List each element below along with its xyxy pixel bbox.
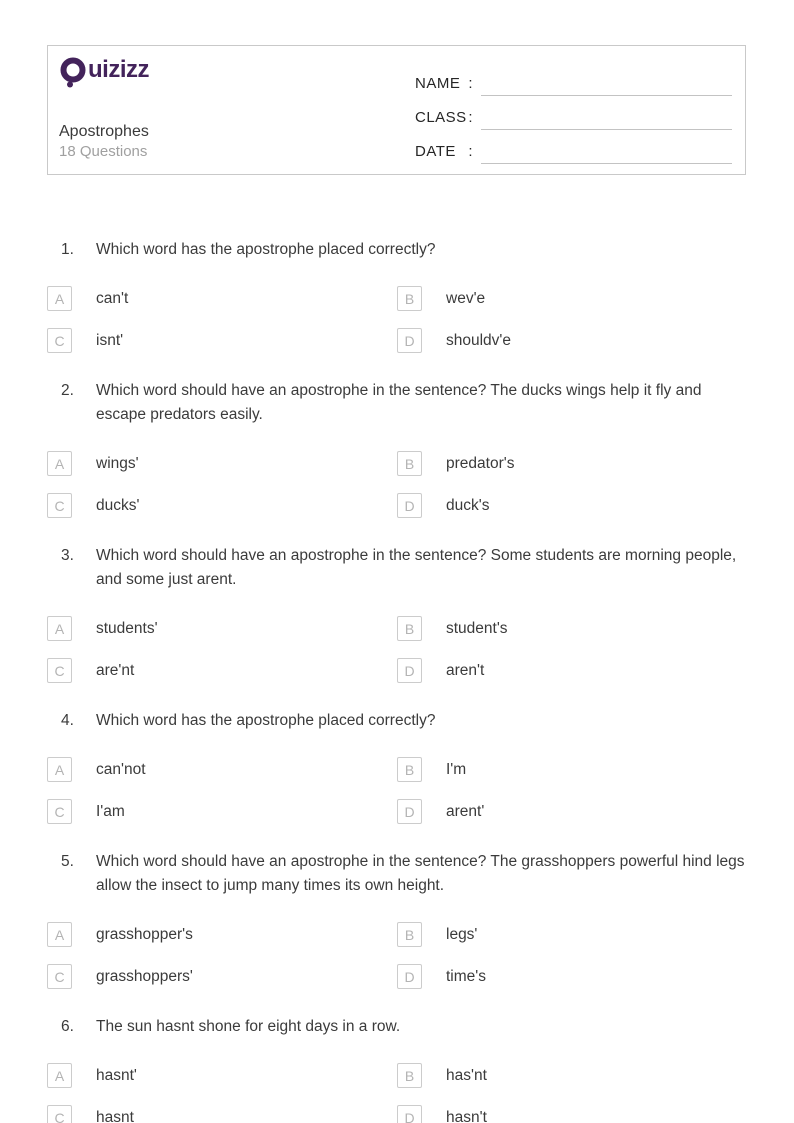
question-block xyxy=(47,544,747,683)
option-letter-box: A xyxy=(47,757,72,782)
option-letter-box: D xyxy=(397,799,422,824)
question-options xyxy=(47,286,747,353)
quizizz-logo-text: uizizz xyxy=(88,56,149,83)
option-letter-box: C xyxy=(47,658,72,683)
option-text: duck's xyxy=(446,497,490,514)
option-text: isnt' xyxy=(96,332,124,349)
option-text: ducks' xyxy=(96,497,140,514)
answer-option xyxy=(397,451,747,476)
option-text: I'm xyxy=(446,761,467,778)
question-number: 4. xyxy=(61,712,74,729)
option-text: time's xyxy=(446,968,486,985)
question-number: 6. xyxy=(61,1018,74,1035)
question-row xyxy=(47,238,747,262)
option-text: hasnt xyxy=(96,1109,134,1123)
question-text: Which word has the apostrophe placed correctly? xyxy=(96,712,436,729)
name-field-row xyxy=(415,62,732,96)
question-text: Which word should have an apostrophe in the sentence? The ducks wings help it fly and escape predators easily. xyxy=(96,382,702,423)
option-text: can't xyxy=(96,290,129,307)
class-label-text: CLASS xyxy=(415,109,467,126)
question-block xyxy=(47,379,747,518)
option-text: arent' xyxy=(446,803,485,820)
answer-option xyxy=(47,616,397,641)
option-text: wev'e xyxy=(446,290,486,307)
question-text: Which word should have an apostrophe in the sentence? The grasshoppers powerful hind legs allow the insect to jump many times its own height. xyxy=(96,853,745,894)
answer-option xyxy=(397,1105,747,1123)
option-letter-box: B xyxy=(397,451,422,476)
name-field-label xyxy=(415,75,473,96)
option-letter-box: D xyxy=(397,1105,422,1123)
question-count: 18 Questions xyxy=(59,143,148,160)
option-text: grasshoppers' xyxy=(96,968,193,985)
question-number: 2. xyxy=(61,382,74,399)
question-options xyxy=(47,1063,747,1123)
answer-option xyxy=(397,757,747,782)
option-text: I'am xyxy=(96,803,125,820)
class-field-row xyxy=(415,96,732,130)
answer-option xyxy=(397,964,747,989)
quizizz-q-icon xyxy=(59,57,87,88)
answer-option xyxy=(397,922,747,947)
question-row xyxy=(47,709,747,733)
answer-option xyxy=(47,451,397,476)
class-label-colon: : xyxy=(468,109,473,126)
name-label-colon: : xyxy=(468,75,473,92)
question-block xyxy=(47,709,747,824)
quizizz-logo xyxy=(59,57,415,88)
option-text: shouldv'e xyxy=(446,332,512,349)
option-letter-box: A xyxy=(47,922,72,947)
name-label-text: NAME xyxy=(415,75,461,92)
title-block xyxy=(59,121,415,162)
answer-option xyxy=(397,286,747,311)
student-fields xyxy=(415,46,745,174)
question-row xyxy=(47,544,747,592)
option-text: students' xyxy=(96,620,158,637)
option-text: can'not xyxy=(96,761,146,778)
question-block xyxy=(47,850,747,989)
option-letter-box: D xyxy=(397,658,422,683)
option-letter-box: C xyxy=(47,328,72,353)
date-field-label xyxy=(415,143,473,164)
answer-option xyxy=(397,658,747,683)
option-text: legs' xyxy=(446,926,478,943)
date-label-text: DATE xyxy=(415,143,456,160)
answer-option xyxy=(47,799,397,824)
question-options xyxy=(47,616,747,683)
option-letter-box: A xyxy=(47,616,72,641)
date-label-colon: : xyxy=(468,143,473,160)
answer-option xyxy=(47,286,397,311)
option-letter-box: A xyxy=(47,1063,72,1088)
option-text: student's xyxy=(446,620,508,637)
question-options xyxy=(47,922,747,989)
answer-option xyxy=(397,493,747,518)
answer-option xyxy=(397,1063,747,1088)
option-letter-box: B xyxy=(397,286,422,311)
option-letter-box: B xyxy=(397,757,422,782)
question-text: Which word should have an apostrophe in the sentence? Some students are morning people, and some just arent. xyxy=(96,547,737,588)
option-text: wings' xyxy=(96,455,139,472)
worksheet-title: Apostrophes xyxy=(59,123,149,140)
answer-option xyxy=(397,328,747,353)
question-row xyxy=(47,379,747,427)
question-number: 5. xyxy=(61,853,74,870)
question-row xyxy=(47,850,747,898)
class-field-label xyxy=(415,109,473,130)
question-row xyxy=(47,1015,747,1039)
date-field-line xyxy=(481,163,732,164)
option-text: hasnt' xyxy=(96,1067,137,1084)
date-field-row xyxy=(415,130,732,164)
answer-option xyxy=(47,922,397,947)
option-letter-box: C xyxy=(47,799,72,824)
answer-option xyxy=(47,1063,397,1088)
question-number: 3. xyxy=(61,547,74,564)
answer-option xyxy=(47,1105,397,1123)
option-text: aren't xyxy=(446,662,485,679)
option-text: predator's xyxy=(446,455,515,472)
question-block xyxy=(47,238,747,353)
question-text: Which word has the apostrophe placed correctly? xyxy=(96,241,436,258)
answer-option xyxy=(397,616,747,641)
answer-option xyxy=(47,757,397,782)
option-letter-box: C xyxy=(47,493,72,518)
worksheet-header xyxy=(47,45,746,175)
option-letter-box: C xyxy=(47,1105,72,1123)
header-left xyxy=(48,46,415,174)
option-text: hasn't xyxy=(446,1109,487,1123)
option-letter-box: D xyxy=(397,328,422,353)
question-block xyxy=(47,1015,747,1123)
answer-option xyxy=(47,328,397,353)
question-options xyxy=(47,757,747,824)
question-text: The sun hasnt shone for eight days in a row. xyxy=(96,1018,401,1035)
option-text: grasshopper's xyxy=(96,926,193,943)
option-text: are'nt xyxy=(96,662,135,679)
question-options xyxy=(47,451,747,518)
answer-option xyxy=(47,493,397,518)
question-number: 1. xyxy=(61,241,74,258)
question-list xyxy=(0,238,794,1123)
option-letter-box: A xyxy=(47,451,72,476)
answer-option xyxy=(47,658,397,683)
option-letter-box: D xyxy=(397,493,422,518)
option-letter-box: B xyxy=(397,1063,422,1088)
option-letter-box: C xyxy=(47,964,72,989)
option-letter-box: B xyxy=(397,922,422,947)
option-letter-box: B xyxy=(397,616,422,641)
answer-option xyxy=(397,799,747,824)
option-letter-box: D xyxy=(397,964,422,989)
option-letter-box: A xyxy=(47,286,72,311)
answer-option xyxy=(47,964,397,989)
option-text: has'nt xyxy=(446,1067,487,1084)
